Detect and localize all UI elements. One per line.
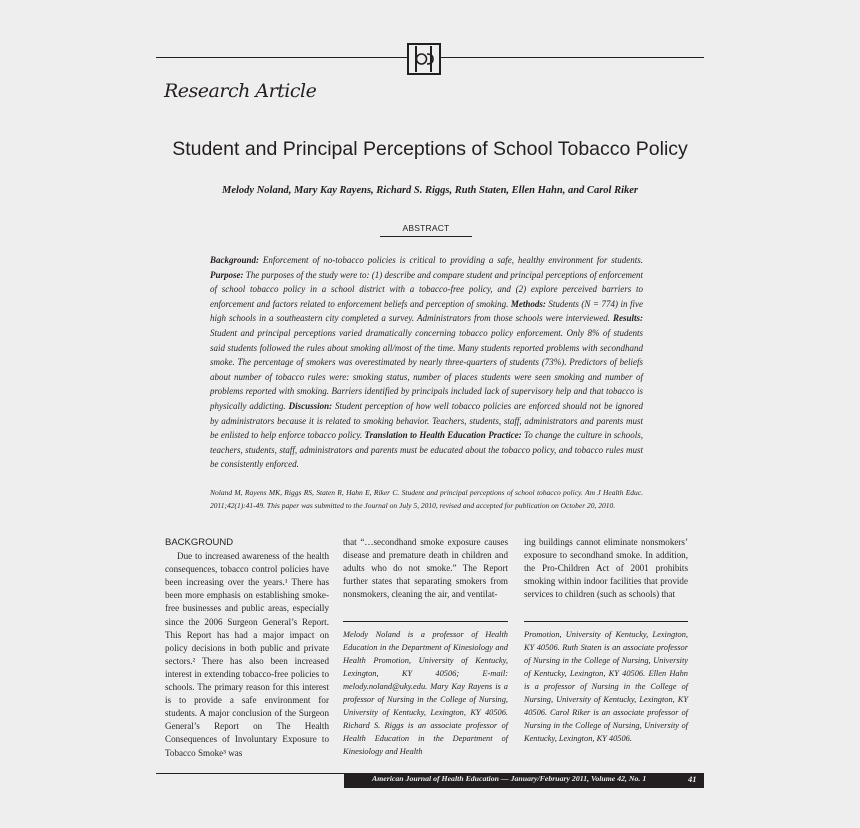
body-paragraph: ing buildings cannot eliminate nonsmokers’ exposure to secondhand smoke. In addition, the Pro-Children Act of 2001 prohibits smoking within indoor facilities that provide services to children (such as schools) that [524,537,688,600]
discussion-text: Student perception of how well tobacco policies are enforced should not be ignored by administrators because it is related to smoking behavior. Teachers, students, staff, administrators and parents must be enlisted to help enforce tobacco policy. [210,400,644,441]
footnote-rule [524,621,688,622]
methods-label: Methods: [510,298,546,309]
translation-text: To change the culture in schools, teachers, students, staff, administrators and parents must be educated about the tobacco policy, and tobacco rules must be consistently enforced. [210,430,643,470]
journal-footer: American Journal of Health Education — January/February 2011, Volume 42, No. 1 [372,774,647,783]
abstract-heading: ABSTRACT [402,223,450,233]
footnote-rule [343,621,508,622]
author-footnote: Promotion, University of Kentucky, Lexington, KY 40506. Ruth Staten is an associate professor of Nursing in the College of Nursing, University of Kentucky, Lexington, KY 40506. Ellen Hahn is a professor of Nursing in the College of Nursing, University of Kentucky, Lexington, KY 40506. Carol Riker is an associate professor of Nursing in the College of Nursing, University of Kentucky, Lexington, KY 40506. [524,630,688,743]
section-label: Research Article [164,80,317,102]
author-footnote: Melody Noland is a professor of Health Education in the Department of Kinesiology and Health Promotion, University of Kentucky, Lexington, KY 40506; E-mail: melody.noland@uky.edu. Mary Kay Rayens is a professor of Nursing in the College of Nursing, University of Kentucky, Lexington, KY 40506. Richard S. Riggs is an associate professor of Health Education in the Department of Kinesiology and Health [343,630,508,756]
author-list: Melody Noland, Mary Kay Rayens, Richard S. Riggs, Ruth Staten, Ellen Hahn, and Carol Riker [222,185,638,196]
translation-label: Translation to Health Education Practice: [364,430,522,441]
results-text: Student and principal perceptions varied dramatically concerning tobacco policy enforcement. Only 8% of students said students followed the rules about smoking all/most of the time. Many students reported problems with secondhand smoke. The percentage of smokers was overestimated by nearly three-quarters of students (73%). Predictors of beliefs about number of tobacco rules were: smoking status, number of places students were seen smoking and number of problems reported with smoking. Barriers identified by principals included lack of supervisory help and that tobacco is physically addicting. [210,327,643,411]
discussion-label: Discussion: [288,400,333,411]
article-title: Student and Principal Perceptions of School Tobacco Policy [172,138,688,160]
body-column-2 [343,536,508,601]
body-column-3 [524,536,688,601]
abstract-text [210,253,643,472]
body-column-1 [165,536,329,760]
citation: Noland M, Rayens MK, Riggs RS, Staten R, Hahn E, Riker C. Student and principal perceptions of school tobacco policy. Am J Health Educ. 2011;42(1):41-49. This paper was submitted to the Journal on July 5, 2010, revised and accepted for publication on October 20, 2010. [210,488,643,510]
body-paragraph: Due to increased awareness of the health consequences, tobacco control policies have been increasing over the years.¹ There has been more emphasis on establishing smoke-free businesses and public areas, especially since the 2006 Surgeon General’s Report. This Report has had a major impact on policy decisions in both public and private sectors.² There has also been increased interest in extending tobacco-free policies to schools. The primary reason for this interest is to provide a safe environment for students. A major conclusion of the Surgeon General’s Report on The Health Consequences of Involuntary Exposure to Tobacco Smoke³ was [165,551,329,758]
methods-text: Students (N = 774) in five high schools in a southeastern city completed a survey. Administrators from those schools were interviewed. [210,298,644,324]
body-paragraph: that “…secondhand smoke exposure causes disease and premature death in children and adults who do not smoke.” The Report further states that separating smokers from nonsmokers, cleaning the air, and ventilat- [343,537,508,600]
background-label: Background: [210,255,260,265]
journal-logo-icon [407,43,441,75]
results-label: Results: [613,313,644,324]
purpose-text: The purposes of the study were to: (1) describe and compare student and principal perceptions of enforcement of school tobacco policy in a school district with a tobacco-free policy, and (2) explore perceived barriers to enforcement and factors related to enforcement beliefs and perception of smoking. [210,269,643,309]
background-heading: BACKGROUND [165,537,234,548]
abstract-heading-rule [380,236,472,237]
background-text: Enforcement of no-tobacco policies is critical to providing a safe, healthy environment for students. [259,255,643,265]
purpose-label: Purpose: [210,269,244,280]
page-number: 41 [688,774,697,784]
